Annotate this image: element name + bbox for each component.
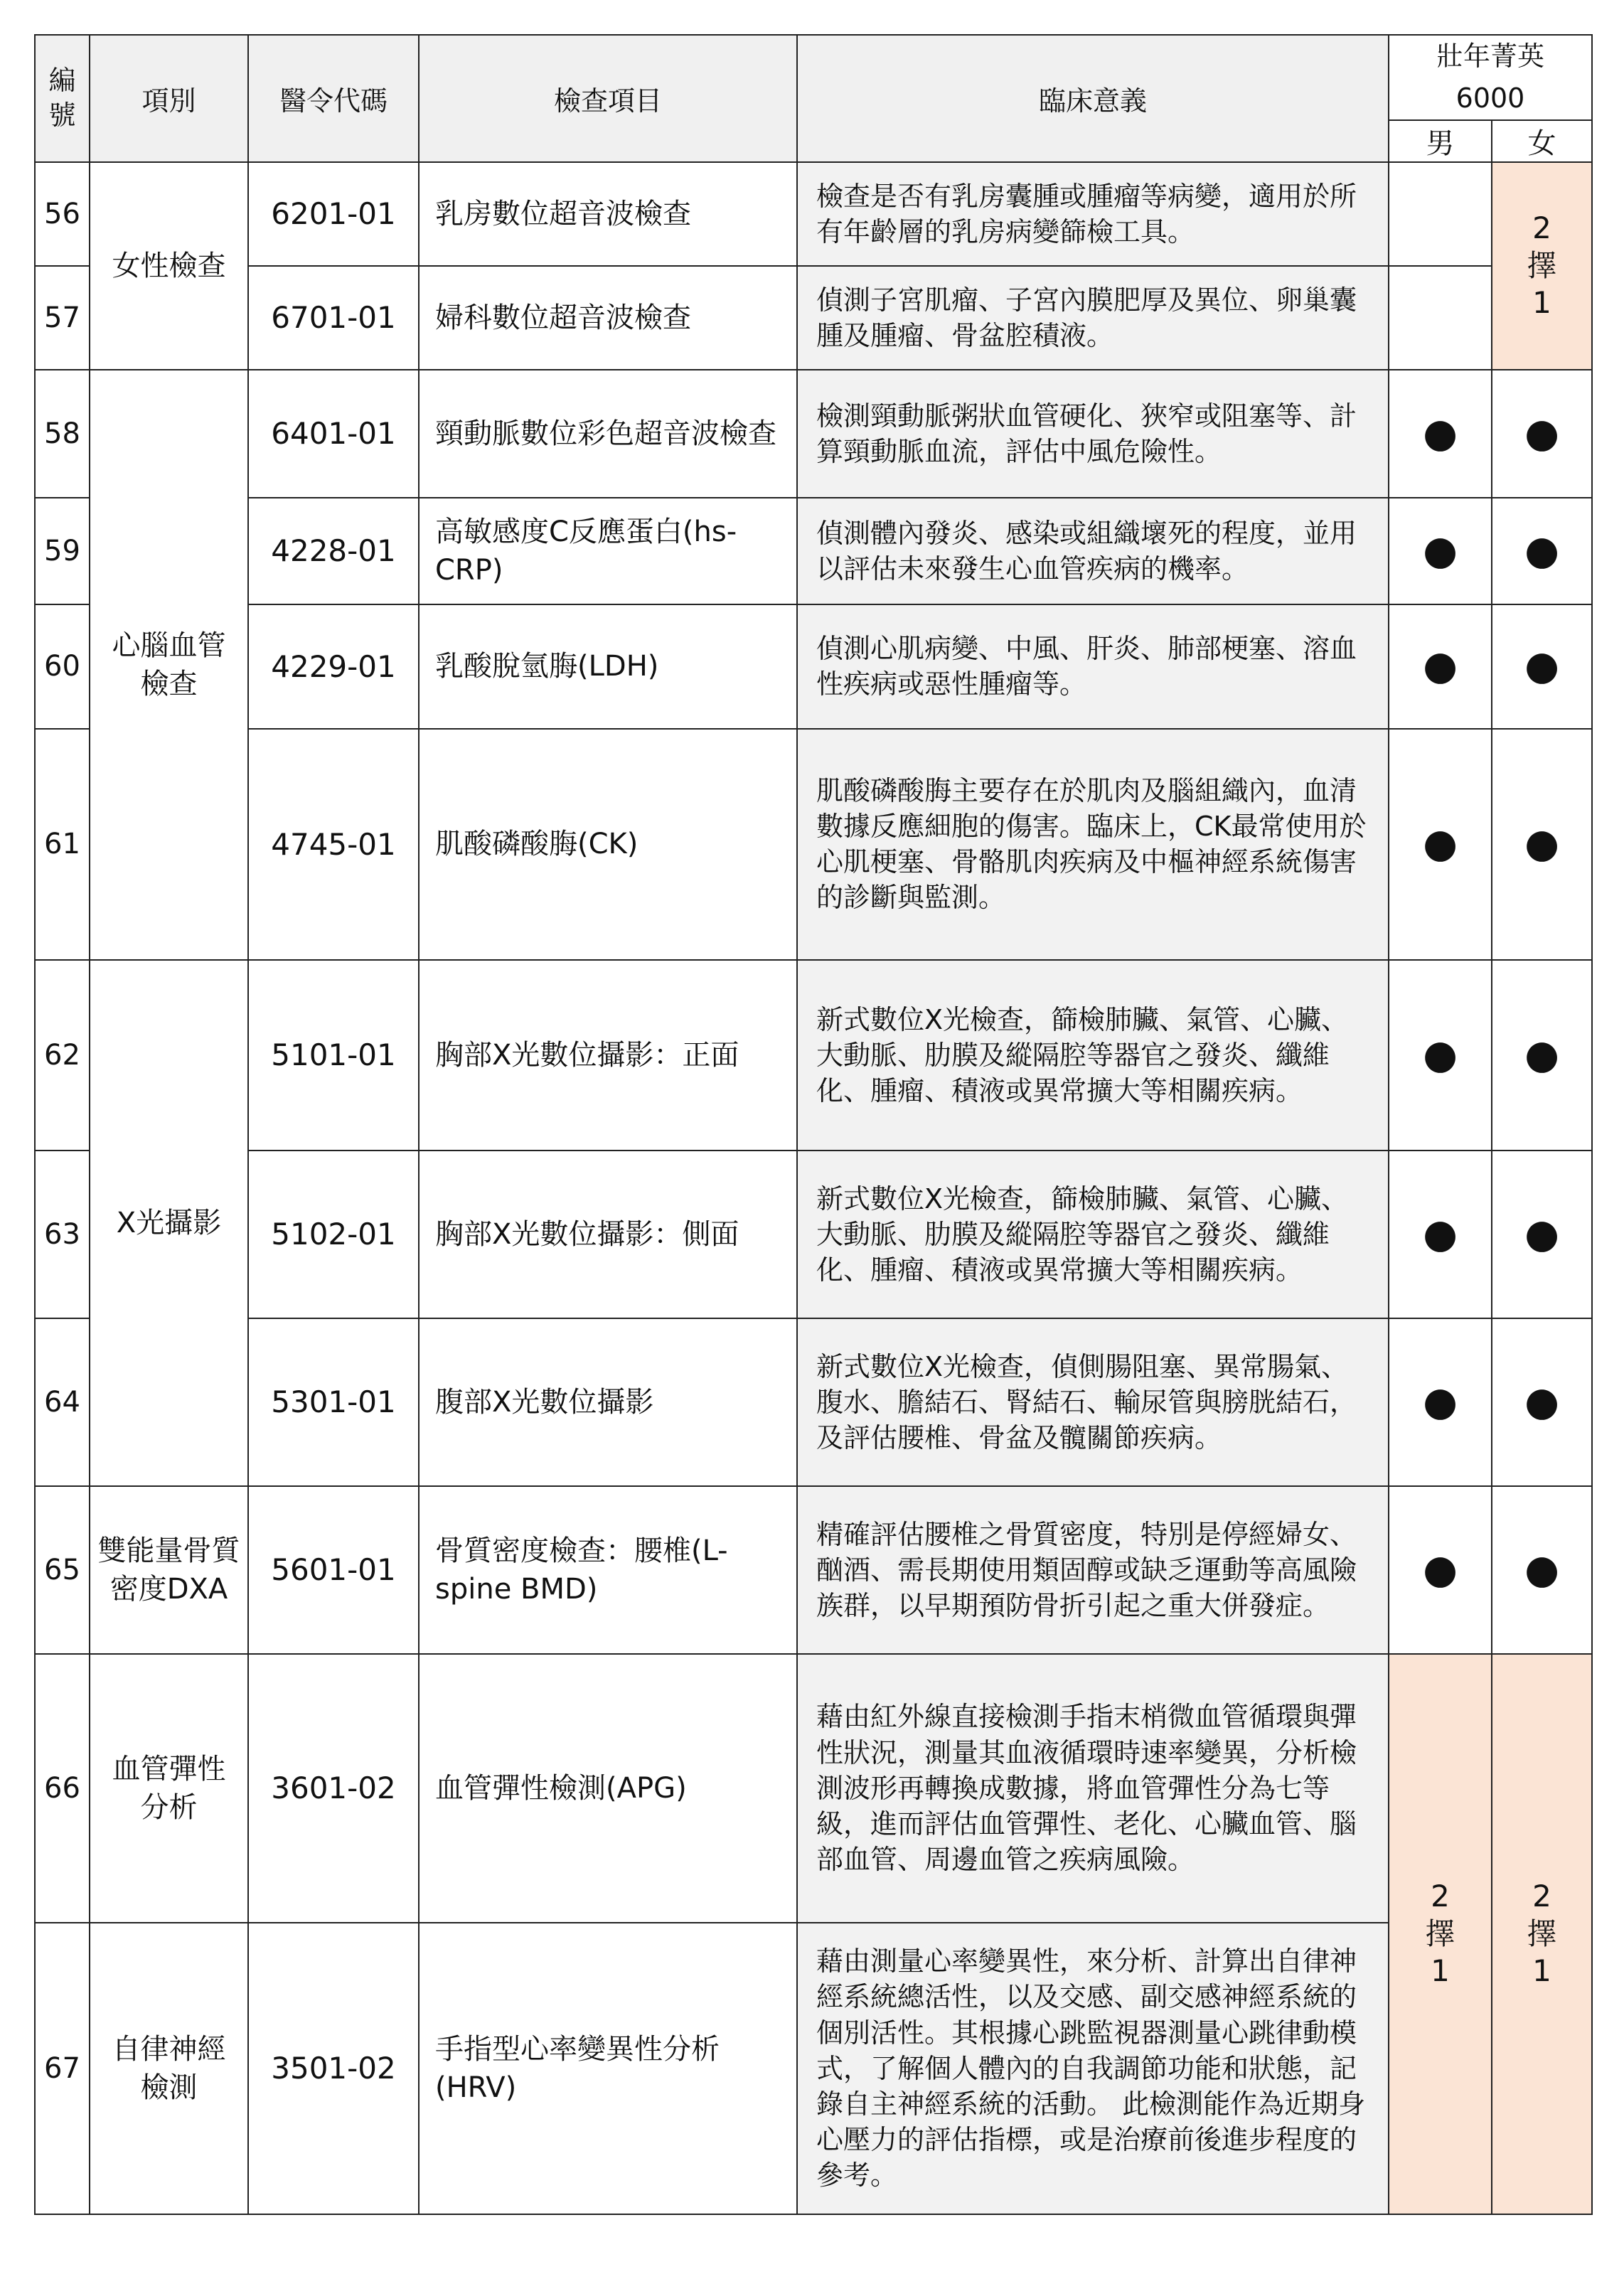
female-included-dot: ● — [1492, 370, 1592, 498]
row-item: 乳房數位超音波檢查 — [419, 162, 797, 266]
row-code: 3501-02 — [248, 1923, 419, 2214]
male-included-dot: ● — [1389, 370, 1492, 498]
table-row — [35, 162, 1592, 266]
row-meaning: 新式數位X光檢查，偵側腸阻塞、異常腸氣、腹水、膽結石、腎結石、輸尿管與膀胱結石，及評估腰椎、骨盆及髖關節疾病。 — [797, 1318, 1389, 1486]
row-meaning: 檢測頸動脈粥狀血管硬化、狹窄或阻塞等、計算頸動脈血流，評估中風危險性。 — [797, 370, 1389, 498]
row-code: 3601-02 — [248, 1654, 419, 1923]
row-item: 高敏感度C反應蛋白(hs-CRP) — [419, 498, 797, 604]
row-meaning: 精確評估腰椎之骨質密度，特別是停經婦女、酗酒、需長期使用類固醇或缺乏運動等高風險族群，以早期預防骨折引起之重大併發症。 — [797, 1486, 1389, 1654]
row-item: 血管彈性檢測(APG) — [419, 1654, 797, 1923]
row-category: 血管彈性分析 — [90, 1654, 248, 1923]
table-row — [35, 1151, 1592, 1318]
row-meaning: 新式數位X光檢查，篩檢肺臟、氣管、心臟、大動脈、肋膜及縱隔腔等器官之發炎、纖維化、腫瘤、積液或異常擴大等相關疾病。 — [797, 960, 1389, 1151]
row-num: 56 — [35, 162, 90, 266]
row-item: 胸部X光數位攝影：正面 — [419, 960, 797, 1151]
row-code: 5301-01 — [248, 1318, 419, 1486]
male-included-dot: ● — [1389, 1486, 1492, 1654]
male-included-dot: ● — [1389, 1151, 1492, 1318]
row-item: 頸動脈數位彩色超音波檢查 — [419, 370, 797, 498]
header-num: 編號 — [35, 35, 90, 162]
table-row — [35, 266, 1592, 370]
table-row — [35, 729, 1592, 960]
row-item: 婦科數位超音波檢查 — [419, 266, 797, 370]
package-price: 6000 — [1455, 82, 1525, 114]
header-item: 檢查項目 — [419, 35, 797, 162]
header-code: 醫令代碼 — [248, 35, 419, 162]
row-num: 66 — [35, 1654, 90, 1923]
header-package — [1389, 35, 1592, 120]
row-num: 67 — [35, 1923, 90, 2214]
row-code: 6701-01 — [248, 266, 419, 370]
male-included-dot: ● — [1389, 1318, 1492, 1486]
row-male — [1389, 266, 1492, 370]
row-code: 4745-01 — [248, 729, 419, 960]
female-included-dot: ● — [1492, 498, 1592, 604]
row-num: 63 — [35, 1151, 90, 1318]
row-num: 61 — [35, 729, 90, 960]
row-meaning: 藉由測量心率變異性，來分析、計算出自律神經系統總活性，以及交感、副交感神經系統的個別活性。其根據心跳監視器測量心跳律動模式，了解個人體內的自我調節功能和狀態，記錄自主神經系統的活動。 此檢測能作為近期身心壓力的評估指標，或是治療前後進步程度的參考。 — [797, 1923, 1389, 2214]
row-num: 64 — [35, 1318, 90, 1486]
row-category: X光攝影 — [90, 960, 248, 1486]
row-code: 6201-01 — [248, 162, 419, 266]
table-row — [35, 960, 1592, 1151]
female-included-dot: ● — [1492, 1318, 1592, 1486]
row-code: 5101-01 — [248, 960, 419, 1151]
female-included-dot: ● — [1492, 960, 1592, 1151]
row-item: 肌酸磷酸脢(CK) — [419, 729, 797, 960]
row-category: 心腦血管檢查 — [90, 370, 248, 960]
package-name: 壯年菁英 — [1436, 41, 1545, 72]
row-meaning: 偵測子宮肌瘤、子宮內膜肥厚及異位、卵巢囊腫及腫瘤、骨盆腔積液。 — [797, 266, 1389, 370]
row-code: 4229-01 — [248, 604, 419, 729]
row-item: 胸部X光數位攝影：側面 — [419, 1151, 797, 1318]
row-meaning: 偵測心肌病變、中風、肝炎、肺部梗塞、溶血性疾病或惡性腫瘤等。 — [797, 604, 1389, 729]
female-included-dot: ● — [1492, 1151, 1592, 1318]
row-category: 自律神經檢測 — [90, 1923, 248, 2214]
table-row — [35, 1486, 1592, 1654]
row-code: 4228-01 — [248, 498, 419, 604]
exam-table — [34, 34, 1593, 2215]
table-row — [35, 1654, 1592, 1923]
row-category: 女性檢查 — [90, 162, 248, 370]
row-num: 60 — [35, 604, 90, 729]
row-meaning: 偵測體內發炎、感染或組織壞死的程度，並用以評估未來發生心血管疾病的機率。 — [797, 498, 1389, 604]
row-num: 57 — [35, 266, 90, 370]
table-row — [35, 498, 1592, 604]
row-meaning: 肌酸磷酸脢主要存在於肌肉及腦組織內，血清數據反應細胞的傷害。臨床上，CK最常使用於心肌梗塞、骨骼肌肉疾病及中樞神經系統傷害的診斷與監測。 — [797, 729, 1389, 960]
female-included-dot: ● — [1492, 604, 1592, 729]
row-code: 5601-01 — [248, 1486, 419, 1654]
female-included-dot: ● — [1492, 1486, 1592, 1654]
row-meaning: 藉由紅外線直接檢測手指末梢微血管循環與彈性狀況，測量其血液循環時速率變異，分析檢測波形再轉換成數據，將血管彈性分為七等級，進而評估血管彈性、老化、心臟血管、腦部血管、周邊血管之疾病風險。 — [797, 1654, 1389, 1923]
row-code: 6401-01 — [248, 370, 419, 498]
row-meaning: 新式數位X光檢查，篩檢肺臟、氣管、心臟、大動脈、肋膜及縱隔腔等器官之發炎、纖維化、腫瘤、積液或異常擴大等相關疾病。 — [797, 1151, 1389, 1318]
male-included-dot: ● — [1389, 729, 1492, 960]
header-category: 項別 — [90, 35, 248, 162]
row-num: 58 — [35, 370, 90, 498]
choose-badge: 2擇1 — [1389, 1654, 1492, 2214]
table-row — [35, 1318, 1592, 1486]
row-num: 62 — [35, 960, 90, 1151]
row-num: 65 — [35, 1486, 90, 1654]
male-included-dot: ● — [1389, 498, 1492, 604]
row-num: 59 — [35, 498, 90, 604]
header-meaning: 臨床意義 — [797, 35, 1389, 162]
row-code: 5102-01 — [248, 1151, 419, 1318]
row-male — [1389, 162, 1492, 266]
choose-badge: 2擇1 — [1492, 1654, 1592, 2214]
female-included-dot: ● — [1492, 729, 1592, 960]
table-row — [35, 1923, 1592, 2214]
header-female: 女 — [1492, 120, 1592, 162]
male-included-dot: ● — [1389, 604, 1492, 729]
row-item: 腹部X光數位攝影 — [419, 1318, 797, 1486]
row-item: 骨質密度檢查：腰椎(L-spine BMD) — [419, 1486, 797, 1654]
row-category: 雙能量骨質密度DXA — [90, 1486, 248, 1654]
table-row — [35, 604, 1592, 729]
male-included-dot: ● — [1389, 960, 1492, 1151]
choose-badge: 2擇1 — [1492, 162, 1592, 370]
row-item: 乳酸脫氫脢(LDH) — [419, 604, 797, 729]
row-item: 手指型心率變異性分析(HRV) — [419, 1923, 797, 2214]
table-row — [35, 370, 1592, 498]
row-meaning: 檢查是否有乳房囊腫或腫瘤等病變，適用於所有年齡層的乳房病變篩檢工具。 — [797, 162, 1389, 266]
header-male: 男 — [1389, 120, 1492, 162]
